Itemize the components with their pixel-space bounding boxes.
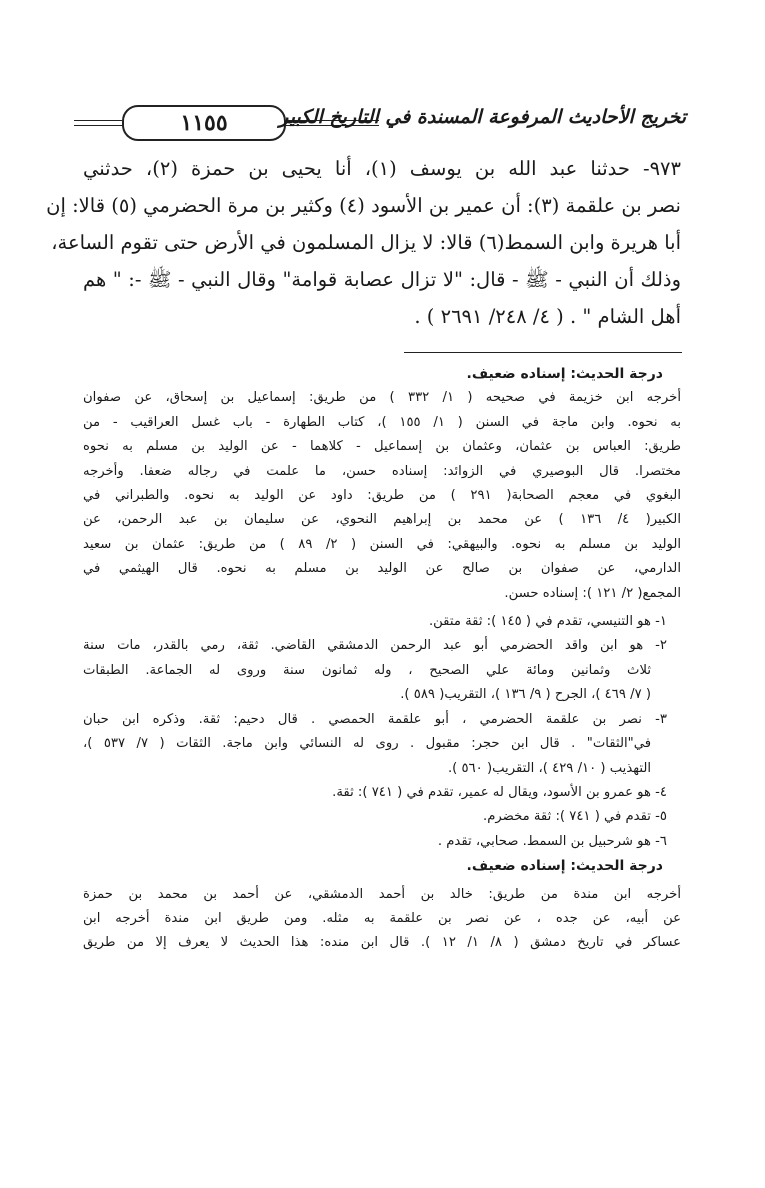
footnote-divider <box>404 352 682 353</box>
footnotes-section <box>83 362 681 956</box>
footnote-4: ٤- هو عمرو بن الأسود، ويقال له عمير، تقدم في ( ٧٤١ ): ثقة. <box>332 784 667 800</box>
takhrij-line: المجمع( ٢/ ١٢١ ): إسناده حسن. <box>504 585 681 601</box>
takhrij-line: الكبير( ٤/ ١٣٦ ) عن محمد بن إبراهيم النحوي، عن سليمان بن عبد الرحمن، عن <box>83 512 681 528</box>
grade-heading: درجة الحديث: إسناده ضعيف. <box>466 858 663 875</box>
takhrij-line: به نحوه. وابن ماجة في السنن ( ١/ ١٥٥ )، كتاب الطهارة - باب غسل العراقيب - من <box>83 414 681 430</box>
takhrij-line: أخرجه ابن مندة من طريق: خالد بن أحمد الدمشقي، عن أحمد بن محمد بن حمزة <box>83 886 681 902</box>
hadith-line: وذلك أن النبي - ﷺ - قال: "لا تزال عصابة قوامة" وقال النبي - ﷺ -: " هم <box>83 268 681 291</box>
running-title: تخريج الأحاديث المرفوعة المسندة في التاريخ الكبير <box>279 106 686 128</box>
footnote-2: ٢- هو ابن واقد الحضرمي أبو عبد الرحمن الدمشقي القاضي. ثقة، رمي بالقدر، مات سنة <box>83 638 667 654</box>
footnote-2-cont: ثلاث وثمانين ومائة علي الصحيح ، وله ثمانون سنة وروى له الجماعة. الطبقات <box>83 662 651 678</box>
hadith-line: أهل الشام " . ( ٤/ ٢٤٨/ ٢٦٩١ ) . <box>414 305 681 328</box>
footnote-2-cont: ( ٧/ ٤٦٩ )، الجرح ( ٩/ ١٣٦ )، التقريب( ٥٨٩ ). <box>400 687 651 703</box>
hadith-line: نصر بن علقمة (٣): أن عمير بن الأسود (٤) وكثير بن مرة الحضرمي (٥) قالا: إن <box>46 194 681 217</box>
footnote-3: ٣- نصر بن علقمة الحضرمي ، أبو علقمة الحمصي . قال دحيم: ثقة. وذكره ابن حبان <box>83 711 667 727</box>
grade-heading: درجة الحديث: إسناده ضعيف. <box>466 366 663 382</box>
page-number: ١١٥٥ <box>122 105 286 141</box>
takhrij-line: عن أبيه، عن جده ، عن نصر بن علقمة به مثله. ومن طريق ابن مندة أخرجه ابن <box>83 910 681 926</box>
hadith-text <box>46 150 681 335</box>
takhrij-line: عساكر في تاريخ دمشق ( ٨/ ١/ ١٢ ). قال ابن منده: هذا الحديث لا يعرف إلا من طريق <box>83 935 681 951</box>
footnote-3-cont: في"الثقات" . قال ابن حجر: مقبول . روى له النسائي وابن ماجة. الثقات ( ٧/ ٥٣٧ )، <box>83 736 651 752</box>
hadith-line: أبا هريرة وابن السمط(٦) قالا: لا يزال المسلمون في الأرض حتى تقوم الساعة، <box>51 231 681 254</box>
header-rule-left-2 <box>74 125 122 126</box>
takhrij-line: مختصرا. قال البوصيري في الزوائد: إسناده حسن، ما علمت في رجاله ضعفا. وأخرجه <box>83 463 681 479</box>
header-rule-left <box>74 120 122 121</box>
footnote-3-cont: التهذيب ( ١٠/ ٤٢٩ )، التقريب( ٥٦٠ ). <box>447 760 651 776</box>
takhrij-line: البغوي في معجم الصحابة( ٢٩١ ) من طريق: داود عن الوليد به نحوه. والطبراني في <box>83 488 681 504</box>
takhrij-line: الدارمي، عن صفوان بن صالح عن الوليد بن مسلم به نحوه. قال الهيثمي في <box>83 561 681 577</box>
page-header <box>74 100 686 144</box>
hadith-line: ٩٧٣- حدثنا عبد الله بن يوسف (١)، أنا يحيى بن حمزة (٢)، حدثني <box>83 157 681 180</box>
footnote-6: ٦- هو شرحبيل بن السمط. صحابي، تقدم . <box>437 833 667 849</box>
takhrij-line: أخرجه ابن خزيمة في صحيحه ( ١/ ٣٣٢ ) من طريق: إسماعيل بن إسحاق، عن صفوان <box>83 390 681 406</box>
takhrij-line: الوليد بن مسلم به نحوه. والبيهقي: في السنن ( ٢/ ٨٩ ) من طريق: عثمان بن سعيد <box>83 536 681 552</box>
takhrij-line: طريق: العباس بن عثمان، وعثمان بن إسماعيل - كلاهما - عن الوليد بن مسلم به نحوه <box>83 439 681 455</box>
footnote-1: ١- هو التنيسي، تقدم في ( ١٤٥ ): ثقة متقن. <box>428 614 667 630</box>
footnote-5: ٥- تقدم في ( ٧٤١ ): ثقة مخضرم. <box>483 809 667 825</box>
